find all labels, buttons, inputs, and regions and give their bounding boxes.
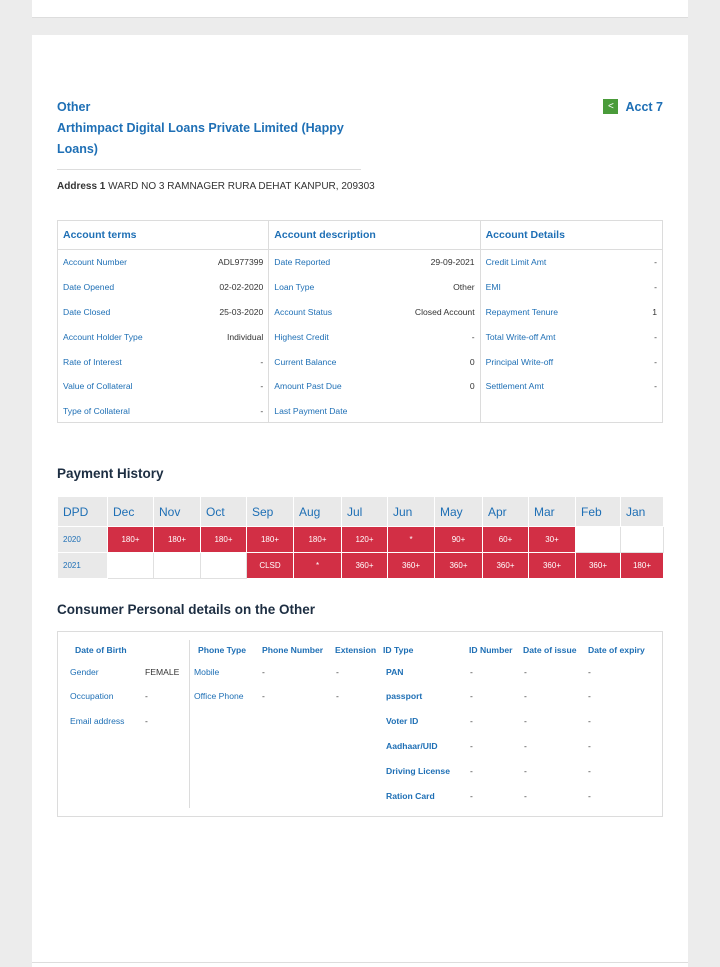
id-number: - <box>470 766 473 776</box>
payment-history-table <box>57 496 664 579</box>
column-header: Jul <box>342 497 388 527</box>
field-label: Account Holder Type <box>63 331 143 342</box>
field-label: Date Opened <box>63 282 115 293</box>
dpd-cell: 90+ <box>435 527 483 553</box>
dpd-cell: 60+ <box>483 527 529 553</box>
phone-type: Office Phone <box>194 691 244 701</box>
column-header: Jan <box>621 497 664 527</box>
id-expiry-date: - <box>588 766 591 776</box>
id-expiry-date: - <box>588 691 591 701</box>
field-value: Other <box>453 282 475 293</box>
dpd-cell: 360+ <box>435 553 483 579</box>
field-value: 0 <box>469 381 475 392</box>
table-row <box>58 553 664 579</box>
table-row <box>481 250 662 275</box>
account-terms-heading: Account terms <box>58 221 268 250</box>
table-row <box>269 324 479 349</box>
id-expiry-date: - <box>588 741 591 751</box>
table-row <box>481 324 662 349</box>
field-value: 02-02-2020 <box>219 282 264 293</box>
phone-number: - <box>262 667 265 677</box>
field-label: Date Reported <box>274 257 331 268</box>
phone-number-header: Phone Number <box>262 645 324 655</box>
field-value: - <box>654 356 657 367</box>
id-type: Driving License <box>386 766 450 776</box>
field-label: Amount Past Due <box>274 381 342 392</box>
column-header: Dec <box>108 497 154 527</box>
account-details-heading: Account Details <box>481 221 662 250</box>
dob-label: Date of Birth <box>75 645 127 655</box>
column-header: DPD <box>58 497 108 527</box>
id-expiry-date: - <box>588 791 591 801</box>
dpd-cell: 180+ <box>108 527 154 553</box>
column-header: Aug <box>294 497 342 527</box>
field-label: EMI <box>485 282 501 293</box>
phone-type: Mobile <box>194 667 220 677</box>
year-cell: 2020 <box>58 527 108 553</box>
phone-number: - <box>262 691 265 701</box>
field-label: Current Balance <box>274 356 337 367</box>
table-row <box>58 527 664 553</box>
field-label: Loan Type <box>274 282 315 293</box>
field-label: Highest Credit <box>274 331 329 342</box>
lender-name: Arthimpact Digital Loans Private Limited (Happy Loans) <box>57 121 344 156</box>
dpd-cell: 360+ <box>483 553 529 579</box>
table-row <box>58 275 268 300</box>
field-label: Principal Write-off <box>485 356 554 367</box>
id-expiry-date: - <box>588 667 591 677</box>
table-row <box>58 300 268 325</box>
column-header: Nov <box>154 497 201 527</box>
address-line <box>57 181 375 192</box>
phone-type-header: Phone Type <box>198 645 247 655</box>
field-label: Credit Limit Amt <box>485 257 547 268</box>
gender-label: Gender <box>70 667 99 677</box>
email-value: - <box>145 716 148 726</box>
account-number-label: Acct 7 <box>625 99 663 114</box>
column-header: Mar <box>529 497 576 527</box>
field-value: Individual <box>226 331 264 342</box>
field-value: - <box>654 381 657 392</box>
table-row <box>269 374 479 399</box>
id-issue-date: - <box>524 741 527 751</box>
extension-header: Extension <box>335 645 377 655</box>
id-issue-date: - <box>524 667 527 677</box>
field-value: 0 <box>469 356 475 367</box>
account-description-heading: Account description <box>269 221 479 250</box>
field-value: ADL977399 <box>217 257 264 268</box>
field-value: - <box>654 331 657 342</box>
dpd-cell: 120+ <box>342 527 388 553</box>
occupation-value: - <box>145 691 148 701</box>
dpd-cell: 180+ <box>294 527 342 553</box>
id-issue-date: - <box>524 791 527 801</box>
column-header: Feb <box>576 497 621 527</box>
table-row <box>269 250 479 275</box>
dpd-cell <box>201 553 247 579</box>
dpd-cell: 180+ <box>154 527 201 553</box>
column-header: Apr <box>483 497 529 527</box>
table-row <box>58 399 268 424</box>
id-type: passport <box>386 691 423 701</box>
dpd-cell: 360+ <box>388 553 435 579</box>
email-label: Email address <box>70 716 125 726</box>
id-issue-date: - <box>524 691 527 701</box>
field-label: Date Closed <box>63 306 111 317</box>
previous-card <box>32 0 688 18</box>
table-row <box>58 349 268 374</box>
account-card <box>32 35 688 963</box>
id-type: Ration Card <box>386 791 435 801</box>
address-label: Address 1 <box>57 181 106 192</box>
id-expiry-date: - <box>588 716 591 726</box>
account-nav[interactable] <box>603 99 663 114</box>
column-divider <box>189 640 190 808</box>
table-row <box>58 324 268 349</box>
table-row <box>269 275 479 300</box>
field-value: - <box>654 257 657 268</box>
id-issue-date: - <box>524 766 527 776</box>
field-label: Value of Collateral <box>63 381 133 392</box>
field-label: Last Payment Date <box>274 406 348 417</box>
dpd-cell <box>576 527 621 553</box>
field-value: 1 <box>652 306 657 317</box>
dpd-cell: 180+ <box>201 527 247 553</box>
field-label: Repayment Tenure <box>485 306 559 317</box>
next-card <box>32 962 688 967</box>
phone-extension: - <box>336 667 339 677</box>
dpd-cell <box>621 527 664 553</box>
table-row <box>269 349 479 374</box>
gender-value: FEMALE <box>145 667 180 677</box>
account-info-table <box>57 220 663 423</box>
field-label: Type of Collateral <box>63 406 130 417</box>
table-row <box>58 374 268 399</box>
id-number: - <box>470 716 473 726</box>
table-row <box>481 349 662 374</box>
dpd-cell: * <box>294 553 342 579</box>
account-terms-column <box>58 221 269 422</box>
field-value: - <box>260 356 264 367</box>
id-type-header: ID Type <box>383 645 414 655</box>
payment-history-header-row <box>58 497 664 527</box>
personal-details-box <box>57 631 663 817</box>
column-header: Sep <box>247 497 294 527</box>
back-arrow-icon[interactable]: < <box>603 99 618 114</box>
column-header: Jun <box>388 497 435 527</box>
table-row <box>58 250 268 275</box>
id-number-header: ID Number <box>469 645 513 655</box>
account-header <box>57 97 367 160</box>
field-value: Closed Account <box>414 306 475 317</box>
table-row <box>481 300 662 325</box>
dpd-cell <box>108 553 154 579</box>
field-value: - <box>654 282 657 293</box>
id-issue-date: - <box>524 716 527 726</box>
id-number: - <box>470 741 473 751</box>
dpd-cell: * <box>388 527 435 553</box>
id-number: - <box>470 691 473 701</box>
date-of-issue-header: Date of issue <box>523 645 577 655</box>
payment-history-title: Payment History <box>57 466 164 481</box>
header-divider <box>57 169 361 170</box>
field-label: Total Write-off Amt <box>485 331 556 342</box>
dpd-cell: 360+ <box>342 553 388 579</box>
field-value: - <box>260 381 264 392</box>
table-row <box>269 399 479 424</box>
field-value: 29-09-2021 <box>430 257 475 268</box>
dpd-cell: 180+ <box>621 553 664 579</box>
id-number: - <box>470 791 473 801</box>
dpd-cell: CLSD <box>247 553 294 579</box>
id-type: Aadhaar/UID <box>386 741 438 751</box>
dpd-cell: 180+ <box>247 527 294 553</box>
field-value: - <box>471 331 475 342</box>
account-category: Other <box>57 100 91 114</box>
account-details-column <box>481 221 662 422</box>
dpd-cell: 360+ <box>529 553 576 579</box>
account-description-column <box>269 221 480 422</box>
dpd-cell: 360+ <box>576 553 621 579</box>
year-cell: 2021 <box>58 553 108 579</box>
table-row <box>481 374 662 399</box>
field-value: - <box>260 406 264 417</box>
field-value: 25-03-2020 <box>219 306 264 317</box>
date-of-expiry-header: Date of expiry <box>588 645 645 655</box>
field-label: Account Number <box>63 257 128 268</box>
dpd-cell: 30+ <box>529 527 576 553</box>
personal-details-title: Consumer Personal details on the Other <box>57 602 316 617</box>
id-type: PAN <box>386 667 404 677</box>
column-header: May <box>435 497 483 527</box>
field-label: Account Status <box>274 306 333 317</box>
field-label: Settlement Amt <box>485 381 544 392</box>
id-type: Voter ID <box>386 716 419 726</box>
table-row <box>269 300 479 325</box>
address-value: WARD NO 3 RAMNAGER RURA DEHAT KANPUR, 209303 <box>108 181 375 192</box>
dpd-cell <box>154 553 201 579</box>
field-label: Rate of Interest <box>63 356 122 367</box>
column-header: Oct <box>201 497 247 527</box>
id-number: - <box>470 667 473 677</box>
occupation-label: Occupation <box>70 691 114 701</box>
table-row <box>481 275 662 300</box>
phone-extension: - <box>336 691 339 701</box>
